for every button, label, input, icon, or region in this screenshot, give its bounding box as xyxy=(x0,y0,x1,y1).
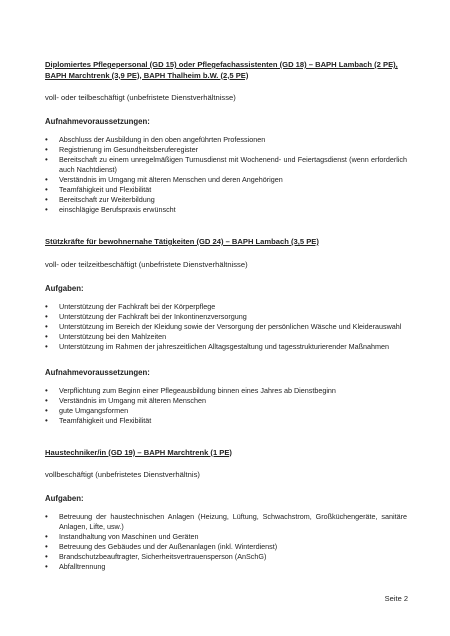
list-item: • Betreuung des Gebäudes und der Außenanlagen (inkl. Winterdienst) xyxy=(45,542,407,552)
list-item: • gute Umgangsformen xyxy=(45,406,407,416)
list-item: • Registrierung im Gesundheitsberuferegister xyxy=(45,145,407,155)
list-item: • Abschluss der Ausbildung in den oben angeführten Professionen xyxy=(45,135,407,145)
list-item: • Verständnis im Umgang mit älteren Menschen und deren Angehörigen xyxy=(45,175,407,185)
list-item: • Brandschutzbeauftragter, Sicherheitsvertrauensperson (AnSchG) xyxy=(45,552,407,562)
list-item: • Unterstützung bei den Mahlzeiten xyxy=(45,332,407,342)
list-item: • einschlägige Berufspraxis erwünscht xyxy=(45,205,407,215)
list-item: • Teamfähigkeit und Flexibilität xyxy=(45,185,407,195)
list-item: • Bereitschaft zur Weiterbildung xyxy=(45,195,407,205)
job-section-nursing xyxy=(45,60,407,215)
list-item: • Teamfähigkeit und Flexibilität xyxy=(45,416,407,426)
list-item: • Bereitschaft zu einem unregelmäßigen Turnusdienst mit Wochenend- und Feiertagsdienst (wenn erforderlich auch Nachtdienst) xyxy=(45,155,407,175)
page-number: Seite 2 xyxy=(384,594,408,603)
section-title: Stützkräfte für bewohnernahe Tätigkeiten (GD 24) – BAPH Lambach (3,5 PE) xyxy=(45,237,319,246)
subheading-tasks: Aufgaben: xyxy=(45,283,84,293)
list-item: • Unterstützung der Fachkraft bei der Inkontinenzversorgung xyxy=(45,312,407,322)
list-item: • Verpflichtung zum Beginn einer Pflegeausbildung binnen eines Jahres ab Dienstbeginn xyxy=(45,386,407,396)
job-section-support xyxy=(45,237,407,426)
list-item: • Abfalltrennung xyxy=(45,562,407,572)
list-item: • Betreuung der haustechnischen Anlagen (Heizung, Lüftung, Schwachstrom, Großküchengeräte, sanitäre Anlagen, Lifte, usw.) xyxy=(45,512,407,532)
subheading-requirements: Aufnahmevoraussetzungen: xyxy=(45,367,150,377)
list-item: • Verständnis im Umgang mit älteren Menschen xyxy=(45,396,407,406)
tasks-list xyxy=(45,302,407,352)
page-content xyxy=(45,60,407,572)
employment-type: voll- oder teilbeschäftigt (unbefristete Dienstverhältnisse) xyxy=(45,93,236,102)
subheading-requirements: Aufnahmevoraussetzungen: xyxy=(45,117,150,126)
list-item: • Unterstützung im Bereich der Kleidung sowie der Versorgung der persönlichen Wäsche und Kleiderauswahl xyxy=(45,322,407,332)
employment-type: voll- oder teilzeitbeschäftigt (unbefristete Dienstverhältnisse) xyxy=(45,259,248,269)
requirements-list xyxy=(45,135,407,215)
job-section-technician xyxy=(45,448,407,573)
list-item: • Unterstützung im Rahmen der jahreszeitlichen Alltagsgestaltung und tagesstrukturierender Maßnahmen xyxy=(45,342,407,352)
requirements-list xyxy=(45,386,407,426)
tasks-list xyxy=(45,512,407,572)
list-item: • Instandhaltung von Maschinen und Geräten xyxy=(45,532,407,542)
list-item: • Unterstützung der Fachkraft bei der Körperpflege xyxy=(45,302,407,312)
section-title: Diplomiertes Pflegepersonal (GD 15) oder Pflegefachassistenten (GD 18) – BAPH Lambach (2 PE), BAPH Marchtrenk (3,9 PE), BAPH Thalheim b.W. (2,5 PE) xyxy=(45,60,398,80)
section-title: Haustechniker/in (GD 19) – BAPH Marchtrenk (1 PE) xyxy=(45,447,232,457)
employment-type: vollbeschäftigt (unbefristetes Dienstverhältnis) xyxy=(45,470,200,479)
subheading-tasks: Aufgaben: xyxy=(45,494,84,503)
